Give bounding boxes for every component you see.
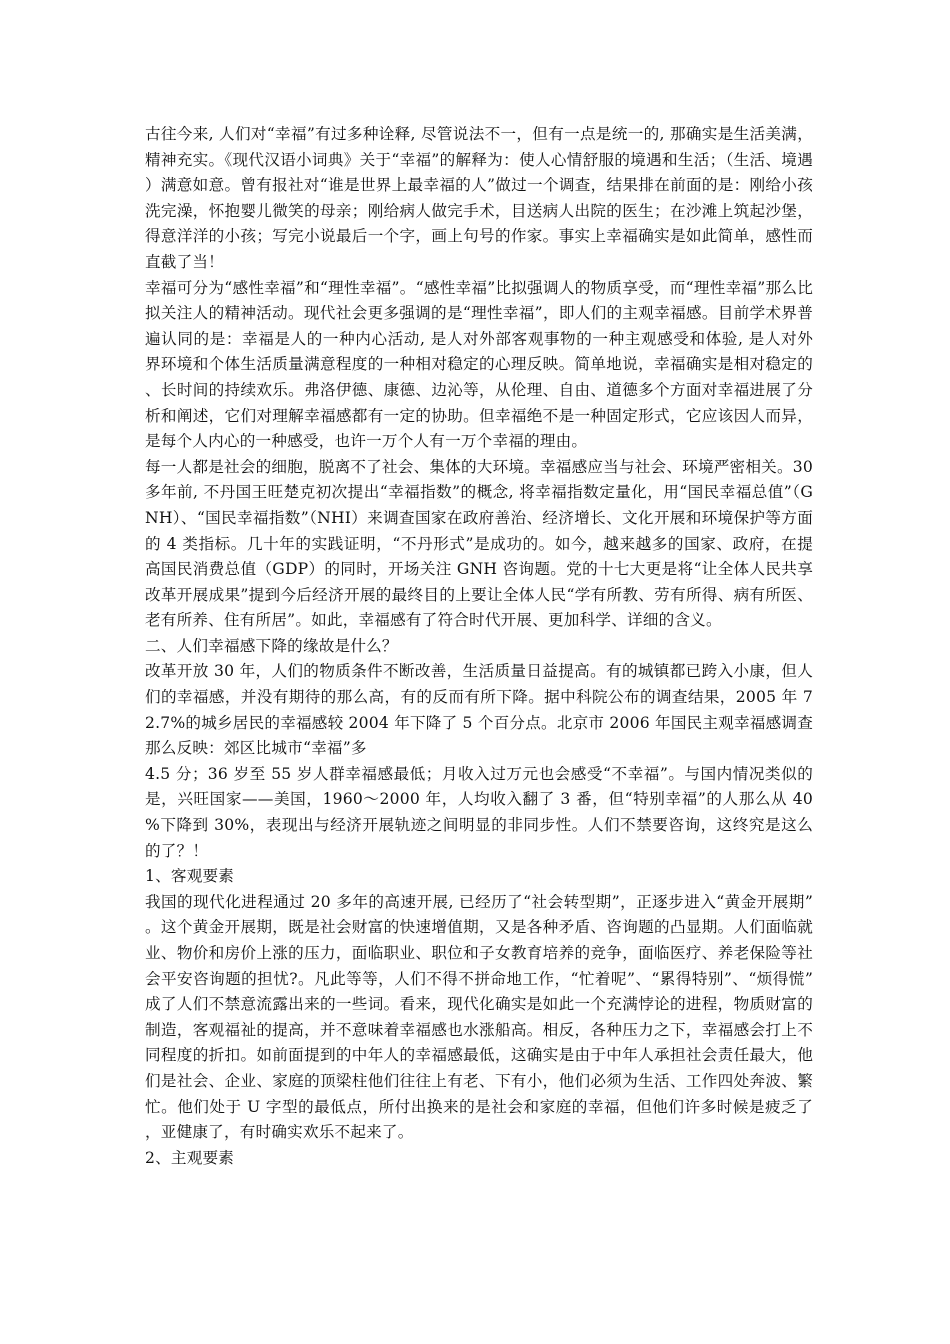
document-page bbox=[145, 122, 813, 1171]
subheading-subjective-factors: 2、主观要素 bbox=[145, 1148, 235, 1167]
subheading-objective-factors: 1、客观要素 bbox=[145, 867, 235, 886]
paragraph-happiness-definition: 古往今来, 人们对“幸福”有过多种诠释, 尽管说法不一，但有一点是统一的, 那确实是生活美满，精神充实。《现代汉语小词典》关于“幸福”的解释为：使人心情舒服的境遇和生活；（生活、境遇）满意如意。曾有报社对“谁是世界上最幸福的人”做过一个调查，结果排在前面的是：刚给小孩洗完澡，怀抱婴儿微笑的母亲；刚给病人做完手术，目送病人出院的医生；在沙滩上筑起沙堡，得意洋洋的小孩；写完小说最后一个字，画上句号的作家。事实上幸福确实是如此简单，感性而直截了当！ bbox=[145, 125, 813, 271]
paragraph-reform-survey: 改革开放 30 年，人们的物质条件不断改善，生活质量日益提高。有的城镇都已跨入小康，但人们的幸福感，并没有期待的那么高，有的反而有所下降。据中科院公布的调查结果，2005 年 72.7%的城乡居民的幸福感较 2004 年下降了 5 个百分点。北京市 2006 年国民主观幸福感调查那么反映：郊区比城市“幸福”多 bbox=[145, 662, 813, 758]
paragraph-income-comparison: 4.5 分；36 岁至 55 岁人群幸福感最低；月收入过万元也会感受“不幸福”。与国内情况类似的是，兴旺国家——美国，1960～2000 年，人均收入翻了 3 番，但“特别幸福”的人那么从 40%下降到 30%，表现出与经济开展轨迹之间明显的非同步性。人们不禁要咨询，这终究是这么的了？！ bbox=[145, 764, 813, 860]
section-heading-reasons: 二、人们幸福感下降的缘故是什么？ bbox=[145, 636, 398, 655]
paragraph-objective-factors: 我国的现代化进程通过 20 多年的高速开展, 已经历了“社会转型期”，正逐步进入“黄金开展期”。这个黄金开展期，既是社会财富的快速增值期，又是各种矛盾、咨询题的凸显期。人们面临就业、物价和房价上涨的压力，面临职业、职位和子女教育培养的竞争，面临医疗、养老保险等社会平安咨询题的担忧?。凡此等等，人们不得不拼命地工作，“忙着呢”、“累得特别”、“烦得慌”成了人们不禁意流露出来的一些词。看来，现代化确实是如此一个充满悖论的进程，物质财富的制造，客观福祉的提高，并不意味着幸福感也水涨船高。相反，各种压力之下，幸福感会打上不同程度的折扣。如前面提到的中年人的幸福感最低，这确实是由于中年人承担社会责任最大，他们是社会、企业、家庭的顶梁柱他们往往上有老、下有小，他们必须为生活、工作四处奔波、繁忙。他们处于 U 字型的最低点，所付出换来的是社会和家庭的幸福，但他们许多时候是疲乏了，亚健康了，有时确实欢乐不起来了。 bbox=[145, 892, 813, 1142]
paragraph-perceptual-rational-happiness: 幸福可分为“感性幸福”和“理性幸福”。“感性幸福”比拟强调人的物质享受，而“理性幸福”那么比拟关注人的精神活动。现代社会更多强调的是“理性幸福”，即人们的主观幸福感。目前学术界普遍认同的是：幸福是人的一种内心活动, 是人对外部客观事物的一种主观感受和体验, 是人对外界环境和个体生活质量满意程度的一种相对稳定的心理反映。简单地说，幸福确实是相对稳定的、长时间的持续欢乐。弗洛伊德、康德、边沁等，从伦理、自由、道德多个方面对幸福进展了分析和阐述，它们对理解幸福感都有一定的协助。但幸福绝不是一种固定形式，它应该因人而异，是每个人内心的一种感受，也许一万个人有一万个幸福的理由。 bbox=[145, 278, 813, 451]
paragraph-social-environment: 每一人都是社会的细胞，脱离不了社会、集体的大环境。幸福感应当与社会、环境严密相关。30 多年前, 不丹国王旺楚克初次提出“幸福指数”的概念, 将幸福指数定量化，用“国民幸福总值”（GNH）、“国民幸福指数”（NHI）来调查国家在政府善治、经济增长、文化开展和环境保护等方面的 4 类指标。几十年的实践证明，“不丹形式”是成功的。如今，越来越多的国家、政府，在提高国民消费总值（GDP）的同时，开场关注 GNH 咨询题。党的十七大更是将“让全体人民共享改革开展成果”提到今后经济开展的最终目的上要让全体人民“学有所教、劳有所得、病有所医、老有所养、住有所居”。如此，幸福感有了符合时代开展、更加科学、详细的含义。 bbox=[145, 457, 813, 630]
